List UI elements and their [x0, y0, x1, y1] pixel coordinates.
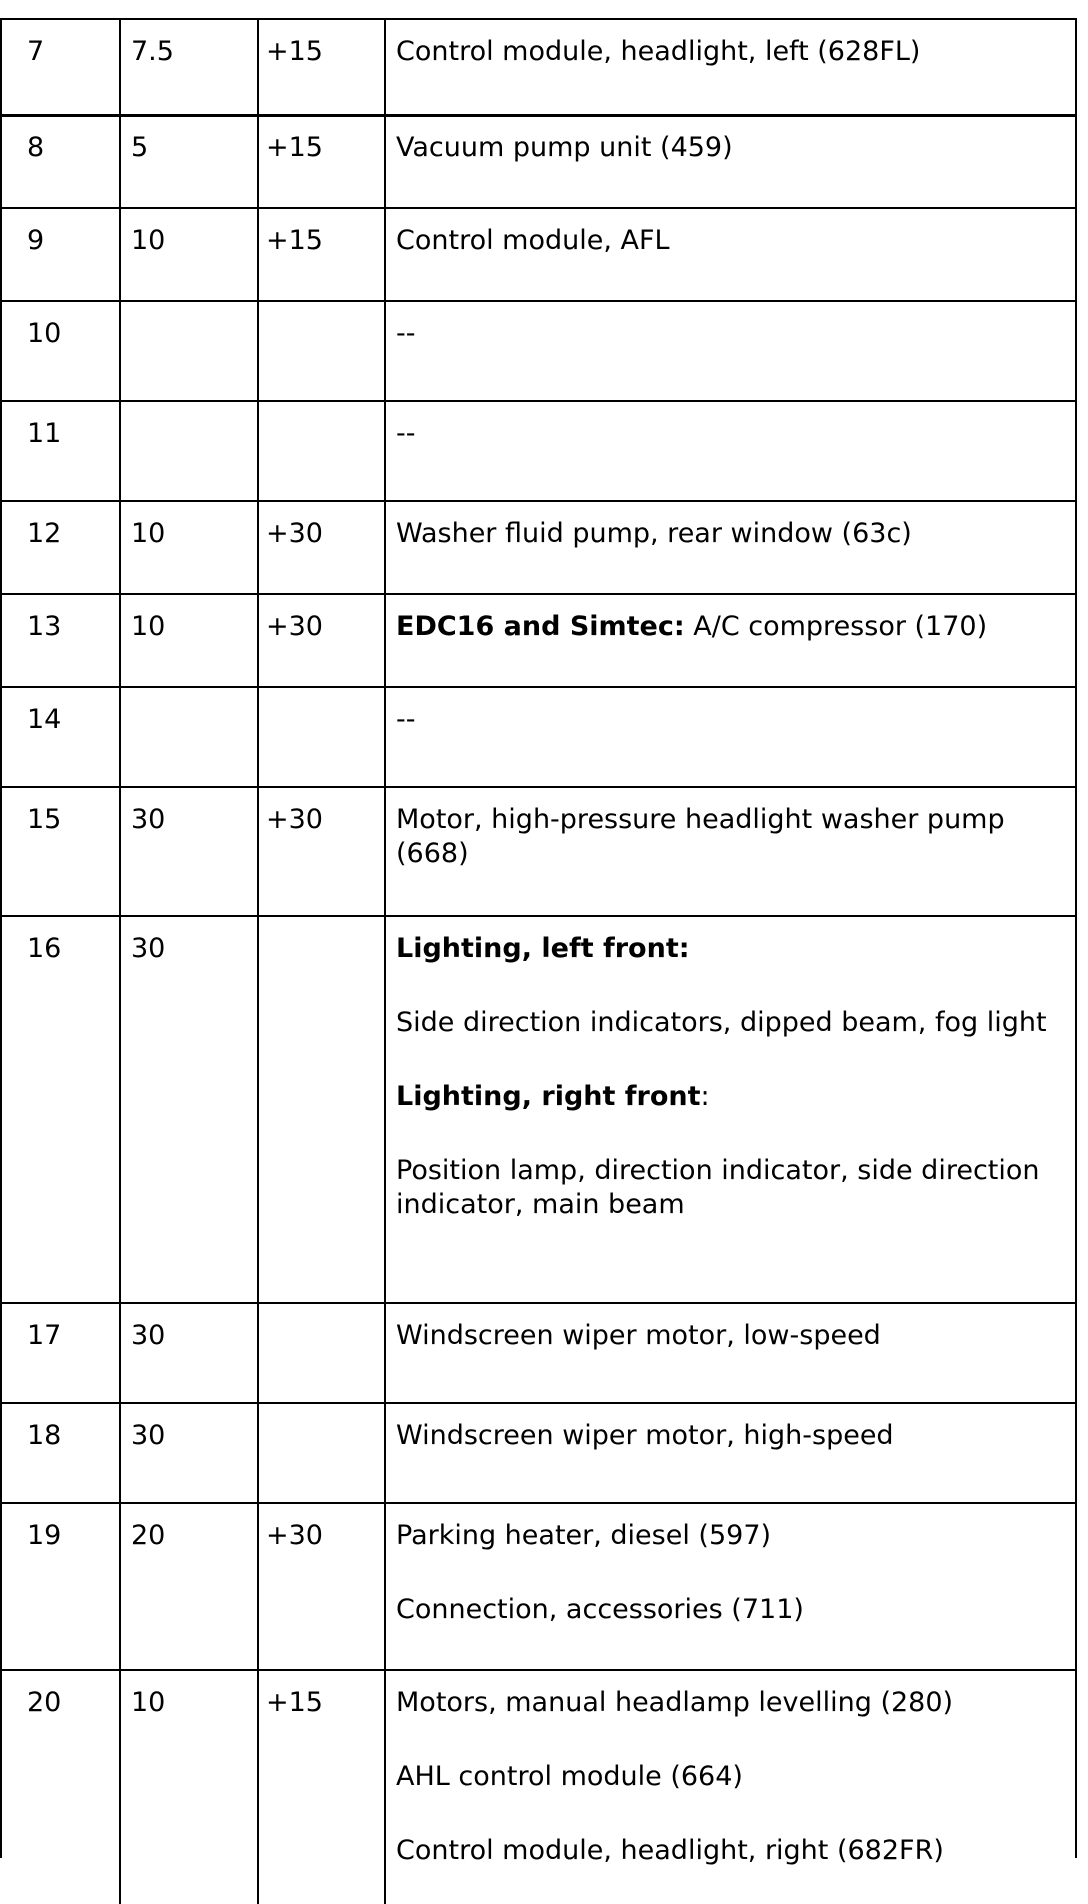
description-line: [396, 1834, 1066, 1868]
description-line: [396, 417, 1066, 451]
description-text: Windscreen wiper motor, low-speed: [396, 1320, 881, 1351]
description-text: Washer fluid pump, rear window (63c): [396, 518, 912, 549]
fuse-number: 13: [27, 611, 62, 642]
description-text: Control module, headlight, left (628FL): [396, 36, 921, 67]
description-text: Position lamp, direction indicator, side direction indicator, main beam: [396, 1155, 1040, 1220]
description-text: :: [700, 1081, 710, 1112]
description-line: [396, 1006, 1066, 1040]
fuse-rating: 30: [131, 1320, 166, 1351]
fuse-description: [396, 1419, 1066, 1453]
fuse-description: [396, 131, 1066, 165]
description-line: [396, 1154, 1066, 1222]
description-line: [396, 610, 1066, 644]
fuse-number: 8: [27, 132, 45, 163]
description-text: --: [396, 704, 416, 735]
description-text: Control module, headlight, right (682FR): [396, 1835, 944, 1866]
fuse-description: [396, 35, 1066, 69]
row-divider: [0, 300, 1077, 302]
row-divider: [0, 915, 1077, 917]
fuse-description: [396, 1319, 1066, 1353]
fuse-number: 20: [27, 1687, 62, 1718]
description-text: AHL control module (664): [396, 1761, 743, 1792]
fuse-number: 17: [27, 1320, 62, 1351]
description-line: [396, 131, 1066, 165]
description-text: Motor, high-pressure headlight washer pump (668): [396, 804, 1005, 869]
fuse-number: 16: [27, 933, 62, 964]
fuse-description: [396, 1519, 1066, 1627]
fuse-rating: 7.5: [131, 36, 174, 67]
fuse-number: 12: [27, 518, 62, 549]
row-divider: [0, 207, 1077, 209]
row-divider: [0, 18, 1077, 20]
description-heading: Lighting, right front: [396, 1081, 701, 1112]
fuse-description: [396, 932, 1066, 1222]
fuse-description: [396, 610, 1066, 644]
fuse-rating: 5: [131, 132, 149, 163]
row-divider: [0, 400, 1077, 402]
description-line: [396, 317, 1066, 351]
circuit-type: +15: [266, 36, 323, 67]
row-divider: [0, 1502, 1077, 1504]
fuse-rating: 10: [131, 1687, 166, 1718]
description-line: [396, 1519, 1066, 1553]
fuse-number: 18: [27, 1420, 62, 1451]
description-line: [396, 224, 1066, 258]
description-line: [396, 703, 1066, 737]
fuse-rating: 30: [131, 933, 166, 964]
description-line: [396, 1080, 1066, 1114]
fuse-number: 7: [27, 36, 45, 67]
fuse-number: 19: [27, 1520, 62, 1551]
description-line: [396, 932, 1066, 966]
description-text: Vacuum pump unit (459): [396, 132, 733, 163]
row-divider: [0, 1402, 1077, 1404]
fuse-description: [396, 417, 1066, 451]
column-divider: [1075, 18, 1077, 1858]
fuse-description: [396, 703, 1066, 737]
description-text: Motors, manual headlamp levelling (280): [396, 1687, 954, 1718]
description-text: Windscreen wiper motor, high-speed: [396, 1420, 894, 1451]
description-line: [396, 1319, 1066, 1353]
circuit-type: +15: [266, 225, 323, 256]
fuse-rating: 20: [131, 1520, 166, 1551]
fuse-rating: 10: [131, 518, 166, 549]
description-line: [396, 1686, 1066, 1720]
row-divider: [0, 593, 1077, 595]
description-line: [396, 1419, 1066, 1453]
fuse-number: 9: [27, 225, 45, 256]
row-divider: [0, 500, 1077, 502]
circuit-type: +30: [266, 611, 323, 642]
fuse-rating: 30: [131, 1420, 166, 1451]
description-line: [396, 803, 1066, 871]
fuse-description: [396, 517, 1066, 551]
description-line: [396, 517, 1066, 551]
fuse-number: 15: [27, 804, 62, 835]
description-line: [396, 1593, 1066, 1627]
fuse-number: 10: [27, 318, 62, 349]
description-heading: EDC16 and Simtec:: [396, 611, 685, 642]
circuit-type: +30: [266, 804, 323, 835]
fuse-rating: 10: [131, 611, 166, 642]
row-divider: [0, 114, 1077, 117]
fuse-description: [396, 317, 1066, 351]
fuse-description: [396, 224, 1066, 258]
description-text: Connection, accessories (711): [396, 1594, 804, 1625]
description-text: Control module, AFL: [396, 225, 670, 256]
fuse-rating: 30: [131, 804, 166, 835]
fuse-description: [396, 803, 1066, 871]
fuse-rating: 10: [131, 225, 166, 256]
description-text: Parking heater, diesel (597): [396, 1520, 772, 1551]
description-text: --: [396, 318, 416, 349]
circuit-type: +30: [266, 518, 323, 549]
row-divider: [0, 1669, 1077, 1671]
description-text: --: [396, 418, 416, 449]
fuse-number: 11: [27, 418, 62, 449]
row-divider: [0, 686, 1077, 688]
circuit-type: +15: [266, 132, 323, 163]
circuit-type: +15: [266, 1687, 323, 1718]
row-divider: [0, 786, 1077, 788]
row-divider: [0, 1302, 1077, 1304]
description-line: [396, 1760, 1066, 1794]
fuse-description: [396, 1686, 1066, 1868]
description-text: Side direction indicators, dipped beam, fog light: [396, 1007, 1047, 1038]
description-text: A/C compressor (170): [684, 611, 988, 642]
fuse-number: 14: [27, 704, 62, 735]
column-divider: [0, 18, 2, 1858]
description-heading: Lighting, left front:: [396, 933, 690, 964]
circuit-type: +30: [266, 1520, 323, 1551]
description-line: [396, 35, 1066, 69]
